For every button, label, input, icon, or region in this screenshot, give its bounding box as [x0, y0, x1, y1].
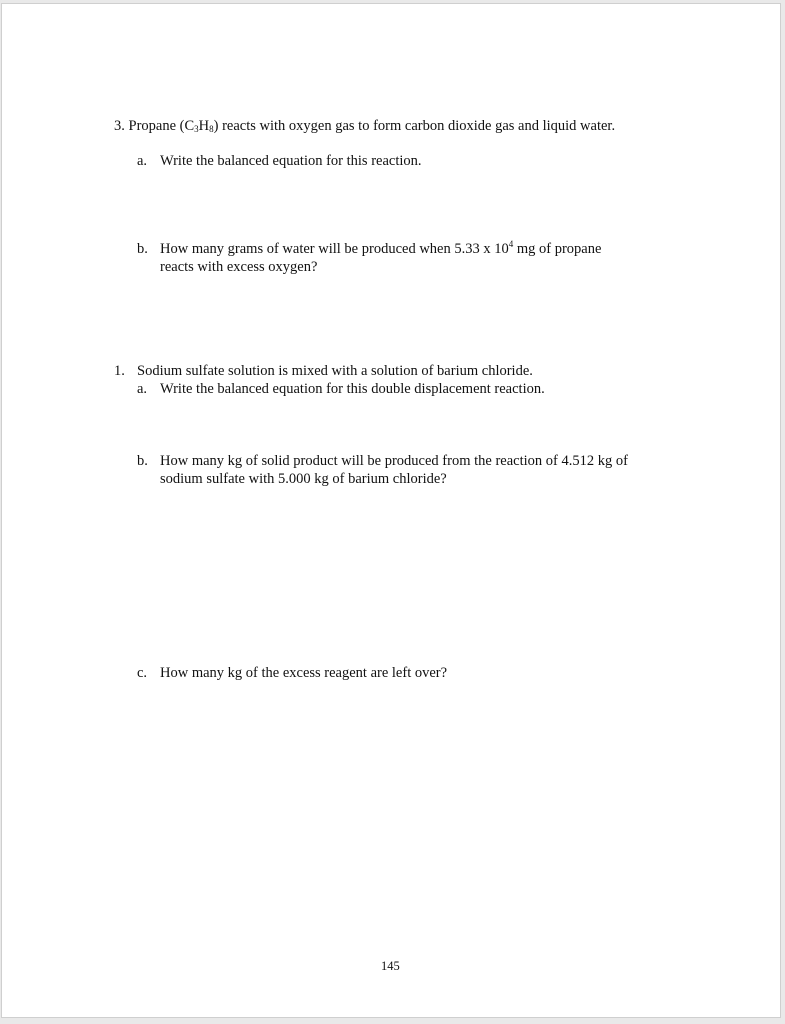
- exponent: 4: [508, 239, 514, 249]
- question-1-stem: Sodium sulfate solution is mixed with a solution of barium chloride.: [137, 363, 533, 379]
- document-page: [1, 3, 781, 1018]
- question-3b-text-start: How many grams of water will be produced when 5.33 x 10: [160, 241, 509, 257]
- question-1c-text: How many kg of the excess reagent are left over?: [160, 665, 448, 681]
- question-3a-text: Write the balanced equation for this reaction.: [160, 153, 422, 169]
- question-3-number: 3.: [114, 118, 125, 134]
- question-3b-line-2: reacts with excess oxygen?: [160, 259, 318, 275]
- question-3-text-end: ) reacts with oxygen gas to form carbon dioxide gas and liquid water.: [213, 118, 616, 134]
- question-1c-marker: c.: [137, 665, 148, 681]
- question-3-text-start: Propane (C: [128, 118, 195, 134]
- question-1b-line-2: sodium sulfate with 5.000 kg of barium chloride?: [160, 471, 447, 487]
- question-1b-line-1: How many kg of solid product will be produced from the reaction of 4.512 kg of: [160, 453, 628, 469]
- question-3b-line-1: [160, 240, 601, 258]
- question-3a-marker: a.: [137, 153, 148, 169]
- question-1a-text: Write the balanced equation for this double displacement reaction.: [160, 381, 545, 397]
- page-number: 145: [381, 959, 400, 973]
- question-1a-marker: a.: [137, 381, 148, 397]
- question-3-text-h: H: [198, 118, 210, 134]
- question-3b-marker: b.: [137, 241, 148, 257]
- question-1b-marker: b.: [137, 453, 148, 469]
- subscript-hydrogen-count: 8: [209, 124, 214, 134]
- question-3-stem: [114, 117, 615, 135]
- question-1-number: 1.: [114, 363, 125, 379]
- question-3b-text-end: mg of propane: [513, 241, 602, 257]
- subscript-carbon-count: 3: [194, 124, 199, 134]
